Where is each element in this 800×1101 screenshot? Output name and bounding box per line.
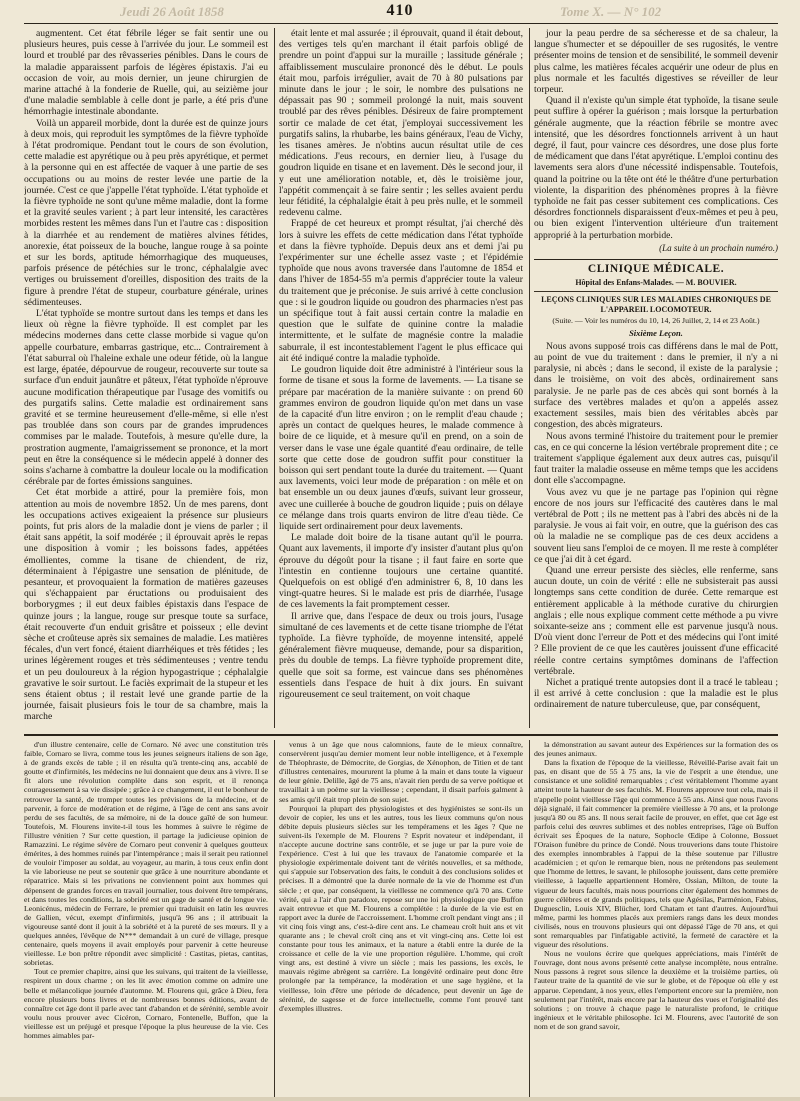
lower-column-1 <box>24 740 268 1098</box>
lower-column-2 <box>279 740 523 1098</box>
paragraph: Quand il n'existe qu'un simple état typhoïde, la tisane seule peut suffire à opérer la guérison ; mais lorsque la perturbation générale augmente, que la réaction fébrile se montre avec intensité, que les désordres fonctionnels arrivent à un haut degré, il faut, pour vaincre ces désordres, une dose plus forte de médicament que dans l'état apyrétique. L'emploi continu des lavements sera alors d'une nécessité indispensable. Toutefois, quand la poitrine ou la tête ont été le théâtre d'une perturbation violente, la disparition des phénomènes propres à la fièvre typhoïde ne fait pas cesser subitement ces complications. Ces désordres fonctionnels disparaissent d'eux-mêmes et peu à peu, ou bien exigent l'intervention ultérieure d'un traitement approprié à la perturbation morbide. <box>534 95 778 241</box>
paragraph: L'état typhoïde se montre surtout dans les temps et dans les lieux où règne la fièvre typhoïde. Il est complet par les médecins modernes dans cette classe morbide si vague qu'on appelle courbature, embarras gastrique, etc... Contrairement à l'état saburral où l'haleine exhale une odeur fétide, où la langue est large, épatée, dépourvue de rougeur, recouverte sur toute sa surface d'un enduit jaunâtre et pâteux, l'état typhoïde n'éprouve aucune modification thérapeutique par l'usage des vomitifs ou des purgatifs salins. Cette maladie est ordinairement sans gravité et se termine heureusement d'elle-même, si elle n'est pas troublée dans son cours par de grandes imprudences commises par le malade. Toutefois, à mesure qu'elle dure, la prostration augmente, l'amaigrissement se prononce, et la mort peut en être la conséquence si le médecin appelé à donner des soins s'acharne à combattre la douleur locale ou la modification cérébrale par de fortes émissions sanguines. <box>24 308 268 488</box>
lecture-continuation: (Suite. — Voir les numéros du 10, 14, 26 Juillet, 2, 14 et 23 Août.) <box>552 316 760 326</box>
paragraph: Nous avons supposé trois cas différens dans le mal de Pott, au point de vue du traitement : dans le premier, il n'y a ni paralysie, ni abcès ; dans le second, il existe de la paralysie ; dans le troisième, on voit des abcès, ordinairement sans paralysie. Je ne parle pas de ces abcès qui sont bornés à la surface des vertèbres malades et qu'on a appelés assez exactement sessiles, mais bien des véritables abcès par congestion, des abcès migrateurs. <box>534 340 778 431</box>
lecture-title: LEÇONS CLINIQUES SUR LES MALADIES CHRONIQUES DE L'APPAREIL LOCOMOTEUR. <box>541 295 771 314</box>
paragraph: Le malade doit boire de la tisane autant qu'il le pourra. Quant aux lavements, il importe d'y insister d'autant plus qu'on éprouve du dégoût pour la tisane ; il faut faire en sorte que l'intestin en contienne toujours une certaine quantité. Quelquefois on est obligé d'en administrer 6, 8, 10 dans les vingt-quatre heures. Si le malade est pris de diarrhée, l'usage de ces lavements la fait promptement cesser. <box>279 532 523 611</box>
paragraph: jour la peau perdre de sa sécheresse et de sa chaleur, la langue s'humecter et se dépouiller de ses rugosités, le ventre présenter moins de tension et de sensibilité, le sommeil devenir plus calme, les matières fécales acquérir une odeur de plus en plus normale et les facultés digestives se réveiller de leur torpeur. <box>534 28 778 96</box>
divider <box>534 291 778 292</box>
upper-column-2 <box>279 28 523 728</box>
paragraph: Voilà un appareil morbide, dont la durée est de quinze jours à deux mois, qui reproduit les symptômes de la fièvre typhoïde à l'état prodromique. Pendant tout le cours de son évolution, cette maladie est apyrétique ou à peu près apyrétique, et permet à la personne qui en est affectée de vaquer à une partie de ses occupations ou au moins de rester levée une partie de la journée. C'est ce que j'appelle l'état typhoïde. L'état typhoïde et la fièvre typhoïde ne sont qu'une même maladie, dont la forme et la gravité seules varient ; à part leur intensité, les caractères morbides restent les mêmes dans l'un et l'autre cas : disposition à la diarrhée et au rendement de matières alvines fétides, anorexie, état poisseux de la bouche, langue rouge à sa pointe et sur les bords, aptitude hémorrhagique des muqueuses, parfois présence de pétéchies sur le tronc, céphalalgie avec vertiges ou bruissement d'oreilles, disposition des traits de la figure à prendre l'état de stupeur, courbature générale, urines sédimenteuses. <box>24 117 268 308</box>
top-rule <box>24 23 778 24</box>
paragraph: Dans la fixation de l'époque de la vieillesse, Réveillé-Parise avait fait un pas, en disant que de 55 à 75 ans, la vie de l'esprit a une étendue, une consistance et une solidité remarquables ; c'est véritablement l'homme ayant atteint toute la hauteur de ses facultés. M. Flourens approuve tout cela, mais il n'appelle point vieillesse l'âge qui commence à 55 ans. Ainsi que nous l'avons déjà signalé, il fait commencer la première vieillesse à 70 ans, et la prolonge jusqu'à 80 ou 85 ans. Il nous serait facile de prouver, en effet, que cet âge est parfois celui des œuvres sublimes et des nobles entreprises, l'âge où Buffon écrivait ses Époques de la nature, Sophocle Œdipe à Colonne, Bossuet l'Oraison funèbre du prince de Condé. Nous trouverions dans toute l'histoire des exemples innombrables à l'appui de la thèse soutenue par l'illustre académicien ; et qu'on le remarque bien, nous ne prétendons pas seulement que l'homme de lettres, le savant, le philosophe jouissent, dans cette première vieillesse, à laquelle appartiennent Homère, Ossian, Milton, de toute la vigueur de leurs facultés, mais nous pourrions citer également des hommes de guerre célèbres et de grands politiques, tels que Agésilas, Parménion, Fabius, Duguesclin, Louis XIV, Blücher, lord Chatam et tant d'autres. Aujourd'hui même, parmi les hommes placés aux premiers rangs dans les deux mondes civilisés, nous en trouvons plusieurs qui ont dépassé l'âge de 70 ans, et qui sont remarquables par l'infatigable activité, la fermeté de caractère et la vigueur des résolutions. <box>534 758 778 950</box>
paragraph: Il arrive que, dans l'espace de deux ou trois jours, l'usage simultané de ces lavements et de cette tisane triomphe de l'état typhoïde. La fièvre typhoïde, de moyenne intensité, appelé généralement fièvre muqueuse, demande, pour sa disparition, près du double de temps. La fièvre typhoïde proprement dite, quelle que soit sa forme, est vaincue dans ses phénomènes essentiels dans l'espace de huit à dix jours. En suivant rigoureusement ce seul traitement, on voit chaque <box>279 610 523 700</box>
page-number: 410 <box>386 2 414 19</box>
page-edge <box>0 1097 800 1101</box>
paragraph: Nichet a pratiqué trente autopsies dont il a tracé le tableau ; il est arrivé à cette conclusion : que la maladie est le plus ordinairement de nature tuberculeuse, que, par conséquent, <box>534 676 778 711</box>
column-divider <box>529 740 530 1098</box>
paragraph: la démonstration au savant auteur des Expériences sur la formation des os des jeunes animaux. <box>534 740 778 759</box>
paragraph: Cet état morbide a attiré, pour la première fois, mon attention au mois de novembre 1852. Un de mes parens, dont les occupations actives exigeaient la présence sur plusieurs points, fut pris alors de la maladie dont je viens de parler ; il était sans appétit, la soif modérée ; il éprouvait après le repas une disposition à vomir ; les boissons fades, appétées émollientes, comme la tisane de chiendent, de riz, déterminaient à l'épigastre une sensation de plénitude, de pesanteur, et provoquaient la formation de matières gazeuses qui s'échappaient par éructations ou produisaient des borborygmes ; il eut deux faibles épistaxis dans l'espace de quinze jours ; la langue, rouge sur presque toute sa surface, était recouverte d'un enduit grisâtre et poisseux ; elle devint sèche et croûteuse après six semaines de maladie. Les matières fécales, d'un vert foncé, étaient diarrhéiques et très fétides ; les urines légèrement rouges et très sédimenteuses ; ventre tendu et un peu douloureux à la région hypogastrique ; céphalalgie gravative le soir surtout. Le faciès exprimait de la stupeur et les sens étaient obtus ; il restait levé une grande partie de la journée, faisait plusieurs fois le tour de sa chambre, mais la marche <box>24 487 268 723</box>
lecture-number: Sixième Leçon. <box>629 327 683 338</box>
bleed-through-header-right: Tome X. — N° 102 <box>560 4 662 19</box>
paragraph: Pourquoi la plupart des physiologistes et des hygiénistes se sont-ils un devoir de copier, les uns et les autres, tous les lieux communs qu'on nous débite depuis plusieurs siècles sur les tempéramens et les âges ? Que ne suivent-ils l'exemple de M. Flourens ? Esprit novateur et indépendant, il n'accepte aucune doctrine sans contrôle, et se juge ur par la pure voie de l'expérience. C'est à lui que les travaux de l'anatomie comparée et la physiologie expérimentale doivent tant de vérités nouvelles, et sa méthode, qui s'appuie sur l'observation des faits, le conduit à des conclusions solides et précises. Il a démontré que la durée normale de la vie de l'homme est d'un siècle ; et que, par conséquent, la vieillesse ne commence qu'à 70 ans. Cette vérité, qui a l'air d'un paradoxe, repose sur une loi physiologique que Buffon avait entrevue et que M. Flourens a complétée : la durée de la vie est en rapport avec la durée de l'accroissement. L'homme croît pendant vingt ans ; il vit cinq fois vingt ans, c'est-à-dire cent ans. Le chameau croît huit ans et vit quarante ans ; le cheval croît cinq ans et vit vingt-cinq ans. Cette loi est constante pour tous les animaux, et la nature a établi entre la durée de la croissance et celle de la vie une proportion régulière. L'homme, qui croît vingt ans, est destiné à vivre un siècle ; mais les passions, les excès, le mauvais régime abrègent sa carrière. La longévité ordinaire peut donc être prolongée par la tempérance, la modération et une sage hygiène, et la vieillesse, loin d'être une période de décadence, peut devenir un âge de sérénité, de sagesse et de force intellectuelle, comme l'ont prouvé tant d'exemples illustres. <box>279 803 523 1013</box>
column-divider <box>274 740 275 1098</box>
bleed-through-header-left: Jeudi 26 Août 1858 <box>120 4 224 19</box>
upper-column-1 <box>24 28 268 728</box>
hospital-line: Hôpital des Enfans-Malades. — M. BOUVIER. <box>575 278 737 288</box>
upper-section <box>24 28 778 728</box>
section-title: CLINIQUE MÉDICALE. <box>587 263 725 276</box>
lower-column-3 <box>534 740 778 1098</box>
lower-section <box>24 740 778 1098</box>
column-divider <box>274 28 275 728</box>
paragraph: venus à un âge que nous calomnions, faute de le mieux connaître, conservèrent jusqu'au dernier moment leur noble intelligence, et à l'exemple de Théophraste, de Démocrite, de Gorgias, de Xénophon, de Titien et de tant d'illustres centenaires, moururent la plume à la main et dans toute la vigueur de leur génie. Delille, âgé de 75 ans, n'avait rien perdu de sa verve poétique et travaillait à un poème sur la vieillesse ; cependant, il disait parfois galment à ses amis qu'il était trop plein de son sujet. <box>279 740 523 804</box>
paragraph: Frappé de cet heureux et prompt résultat, j'ai cherché dès lors à suivre les effets de cette médication dans l'état typhoïde et dans la fièvre typhoïde. Depuis deux ans et demi j'ai pu l'expérimenter sur une échelle assez vaste ; et l'épidémie typhoïde que nous avons traversée dans l'automne de 1854 et dans l'hiver de 1854-55 m'a permis d'apprécier toute la valeur du traitement que je préconise. Je suis arrivé à cette conclusion que : si le goudron liquide ou goudron des pharmacies n'est pas un spécifique tout à fait aussi certain contre la maladie en question que le sulfate de quinine contre la maladie intermittente, et le sulfate de magnésie contre la maladie saburrale, il est incontestablement l'agent le plus efficace qui ait été indiqué contre la maladie typhoïde. <box>279 218 523 364</box>
paragraph: Quand une erreur persiste des siècles, elle renferme, sans aucun doute, un coin de vérité : elle ne subsisterait pas aussi longtemps sans cette condition de durée. Cette remarque est entièrement applicable à la méthode curative du chirurgien anglais ; elle nous explique comment cette méthode a pu vivre soixante-seize ans ; comment elle est parvenue jusqu'à nous. D'où vient donc l'erreur de Pott et des médecins qui l'ont imité ? Elle provient de ce que les cautères jouissent d'une efficacité réelle contre certains symptômes dominans de l'affection vertébrale. <box>534 564 778 677</box>
column-divider <box>529 28 530 728</box>
upper-column-3 <box>534 28 778 728</box>
paragraph: Tout ce premier chapitre, ainsi que les suivans, qui traitent de la vieillesse, respirent un doux charme ; on les lit avec émotion comme on admire une belle et mélancolique journée d'automne. M. Flourens qui, grâce à Dieu, fera encore plusieurs bons livres et de nombreuses bonnes éditions, avant de connaître cet âge dont il parle avec tant d'abandon et de sérénité, semble avoir voulu nous prouver avec Cicéron, Cornaro, Fontenelle, Buffon, que la vieillesse est un préjugé et presque l'époque la plus heureuse de la vie. Ces hommes aimables par- <box>24 967 268 1040</box>
paragraph: était lente et mal assurée ; il éprouvait, quand il était debout, des vertiges tels qu'en marchant il était parfois obligé de prendre un point d'appui sur la muraille ; lassitude générale ; affaiblissement musculaire prononcé dès le début. Le pouls était mou, parfois irrégulier, avait de 70 à 80 pulsations par minute dans le jour ; le soir, le nombre des pulsations ne dépassait pas 90 ; sommeil prolongé la nuit, mais souvent troublé par des rêves pénibles. Désireux de faire promptement sortir ce malade de cet état, j'employai successivement les purgatifs salins, la rhubarbe, les bains généraux, l'eau de Vichy, les tisanes amères. Je n'obtins aucun résultat utile de ces médications. J'eus recours, en dernier lieu, à l'usage du goudron liquide en tisane et en lavement. Dès le second jour, il y eut une amélioration notable, et, dès le troisième jour, l'appétit commençait à se faire sentir ; les selles avaient perdu leur fétidité, la céphalalgie était à peu près nulle, et le sommeil redevenu calme. <box>279 28 523 219</box>
paragraph: Nous ne voulons écrire que quelques appréciations, mais l'intérêt de l'ouvrage, dont nous avons présenté cette analyse incomplète, nous entraîne. Nous passons à regret sous silence la deuxième et la troisième parties, où l'auteur traite de la quantité de vie sur le globe, et de l'époque où elle y est apparue. Cependant, à nos yeux, elles l'emportent encore sur la première, non seulement par l'intérêt, mais encore par la hauteur des vues et l'originalité des solutions ; on trouve à chaque page le naturaliste profond, le critique ingénieux et le véritable philosophe. Ici M. Flourens, avec l'autorité de son nom et de son grand savoir, <box>534 949 778 1031</box>
paragraph: augmentent. Cet état fébrile léger se fait sentir une ou plusieurs heures, puis cesse à l'arrivée du jour. Le sommeil est lourd et troublé par des rêvasseries pénibles. Dans le cours de la maladie apparaissent parfois de légères épistaxis. J'ai eu occasion de voir, au mois dernier, un jeune chirurgien de marine attaché à la fonderie de Ruelle, qui, au seizième jour d'une maladie semblable à celle dont je parle, a été pris d'une hémorrhagie intestinale abondante. <box>24 28 268 118</box>
paragraph: d'un illustre centenaire, celle de Cornaro. Né avec une constitution très faible, Cornaro se livra, comme tous les jeunes seigneurs italiens de son âge, à de grands excès de table ; il en résulta qu'à trente-cinq ans, accablé de goutte et d'infirmités, les médecins ne lui donnaient que deux ans à vivre. Il se fit alors une révolution complète dans son esprit, et il renonça courageusement à sa vie dissipée ; grâce à ce changement, il eut le bonheur de retrouver la santé, de tromper toutes les prévisions de la médecine, et de parvenir, à force de modération et de régime, à l'âge de cent ans sans avoir perdu de ses facultés, de sa mémoire, ni de la douce gaîté de son humeur. Toutefois, M. Flourens invite-t-il tous les hommes à suivre le régime de l'illustre vénitien ? Sur cette question, il partage la judicieuse opinion de Ramazzini. Le régime sévère de Cornaro peut convenir à quelques goutteux émérites, à des hommes ruinés par l'intempérance ; mais il serait peu rationnel de vouloir l'imposer au soldat, au voyageur, au marin, à tous ceux enfin dont la vie laborieuse ne peut se soutenir que grâce à une nourriture abondante et réparatrice. Mais si les privations ne conviennent point aux hommes qui dépensent de grandes forces en travail journalier, tous doivent être tempérans, et dans toutes les conditions, la sobriété est un gage de santé et de longue vie. Leonicénus, médecin de Ferrare, le premier qui traduisit en latin les œuvres de Gallien, vécut, exempt d'infirmités, jusqu'à 96 ans ; il attribuait la vigoureuse santé dont il jouit à la sobriété et à la pureté de ses mœurs. Il y a quelques années, l'évêque de N*** demandait à un curé de village, presque centenaire, quels moyens il avait employés pour parvenir à cette heureuse vieillesse. Le bon prêtre répondit avec simplicité : Castitas, pietas, cantitas, sobrietas. <box>24 740 268 968</box>
section-rule <box>534 259 778 260</box>
continuation-note: (La suite à un prochain numéro.) <box>659 242 778 253</box>
paragraph: Le goudron liquide doit être administré à l'intérieur sous la forme de tisane et sous la forme de lavements. — La tisane se prépare par macération de la manière suivante : on prend 60 grammes environ de goudron liquide qu'on met dans un vase de la capacité d'un litre environ ; on le remplit d'eau chaude ; après un contact de quelques heures, le malade commence à boire de ce liquide, et à mesure qu'il en prend, on a soin de verser dans le vase une égale quantité d'eau ordinaire, de telle sorte que cette dose de goudron suffit pour constituer la boisson qui sert pendant toute la durée du traitement. — Quant aux lavements, voici leur mode de préparation : on mêle et on bat ensemble un ou deux jaunes d'œufs, suivant leur grosseur, avec une cuillerée à bouche de goudron liquide ; puis on délaye ce mélange dans trois quarts environ de litre d'eau tiède. Ce liquide sert ordinairement pour deux lavements. <box>279 364 523 532</box>
paragraph: Nous avons terminé l'histoire du traitement pour le premier cas, en ce qui concerne la lésion vertébrale proprement dite ; ce traitement s'applique également aux deux autres cas, puisqu'il faut traiter la maladie osseuse en même temps que les accidens dont elle s'accompagne. <box>534 430 778 487</box>
feuilleton-rule <box>24 734 778 736</box>
paragraph: Vous avez vu que je ne partage pas l'opinion qui règne encore de nos jours sur l'efficacité des cautères dans le mal vertébral de Pott ; ils ne mettent pas à l'abri des abcès ni de la paralysie. Je vous ai fait voir, en outre, que la guérison des cas où la maladie ne se complique pas de ces deux accidens a souvent lieu sans l'emploi de ce moyen. Il me reste à compléter ce que j'ai dit à cet égard. <box>534 486 778 565</box>
